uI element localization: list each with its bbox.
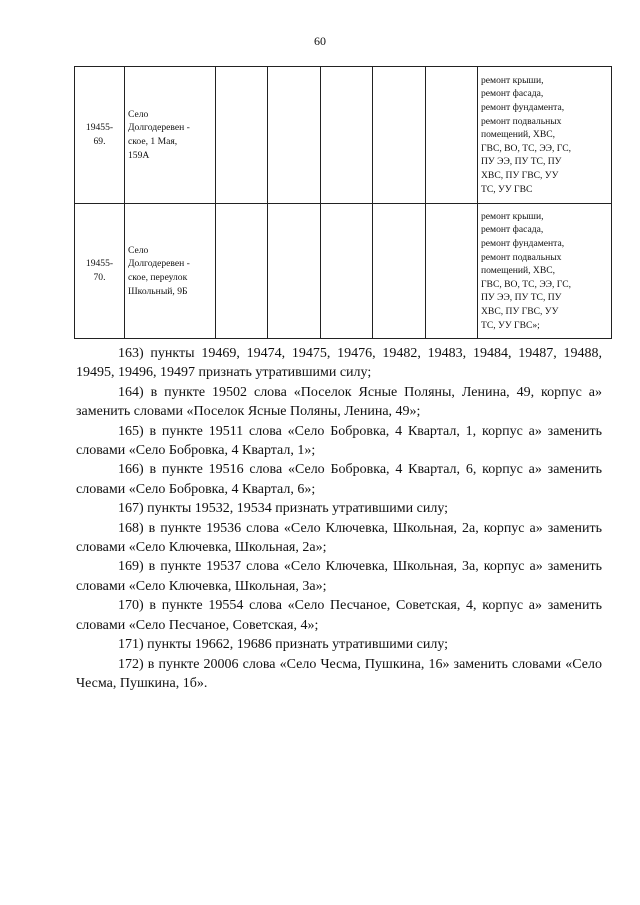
empty-cell [268,204,320,339]
address-cell [125,67,216,204]
item-number-cell [75,204,125,339]
empty-cell [320,67,372,204]
paragraph-163: 163) пункты 19469, 19474, 19475, 19476, 19482, 19483, 19484, 19487, 19488, 19495, 19496, 19497 признать утратившими силу; [76,346,602,381]
address-cell [125,204,216,339]
paragraph-168: 168) в пункте 19536 слова «Село Ключевка, Школьная, 2а, корпус а» заменить словами «Село Ключевка, Школьная, 2а»; [76,520,602,556]
table-row [75,67,612,204]
address-text: Село Долгодеревен - ское, переулок Школьный, 9Б [128,244,190,297]
works-text: ремонт крыши, ремонт фасада, ремонт фундамента, ремонт подвальных помещений, ХВС, ГВС, ВО, ТС, ЭЭ, ГС, ПУ ЭЭ, ПУ ТС, ПУ ХВС, ПУ ГВС, УУ ТС, УУ ГВС»; [481,210,572,331]
item-number-cell [75,67,125,204]
paragraph-165: 165) в пункте 19511 слова «Село Бобровка, 4 Квартал, 1, корпус а» заменить словами «Село Бобровка, 4 Квартал, 1»; [76,423,602,459]
page-number: 60 [314,34,326,48]
empty-cell [425,204,477,339]
empty-cell [216,67,268,204]
item-number: 19455- 70. [85,258,114,283]
paragraph-166: 166) в пункте 19516 слова «Село Бобровка, 4 Квартал, 6, корпус а» заменить словами «Село Бобровка, 4 Квартал, 6»; [76,462,602,497]
paragraph-169: 169) в пункте 19537 слова «Село Ключевка, Школьная, 3а, корпус а» заменить словами «Село Ключевка, Школьная, 3а»; [76,559,602,594]
empty-cell [373,204,425,339]
paragraph-172: 172) в пункте 20006 слова «Село Чесма, Пушкина, 16» заменить словами «Село Чесма, Пушкина, 1б». [76,656,602,691]
empty-cell [425,67,477,204]
empty-cell [216,204,268,339]
empty-cell [373,67,425,204]
paragraph-170: 170) в пункте 19554 слова «Село Песчаное, Советская, 4, корпус а» заменить словами «Село Песчаное, Советская, 4»; [76,598,602,633]
paragraph-167: 167) пункты 19532, 19534 признать утратившими силу; [118,501,449,517]
document-body [76,344,602,693]
address-text: Село Долгодеревен - ское, 1 Мая, 159А [128,108,190,161]
table-row [75,204,612,339]
paragraph-164: 164) в пункте 19502 слова «Поселок Ясные Поляны, Ленина, 49, корпус а» заменить словами «Поселок Ясные Поляны, Ленина, 49»; [76,384,602,420]
works-cell [478,204,612,339]
paragraph-171: 171) пункты 19662, 19686 признать утратившими силу; [118,637,449,653]
empty-cell [268,67,320,204]
empty-cell [320,204,372,339]
amendment-table [74,66,612,339]
item-number: 19455- 69. [85,122,114,147]
works-text: ремонт крыши, ремонт фасада, ремонт фундамента, ремонт подвальных помещений, ХВС, ГВС, ВО, ТС, ЭЭ, ГС, ПУ ЭЭ, ПУ ТС, ПУ ХВС, ПУ ГВС, УУ ТС, УУ ГВС [481,74,572,195]
works-cell [478,67,612,204]
